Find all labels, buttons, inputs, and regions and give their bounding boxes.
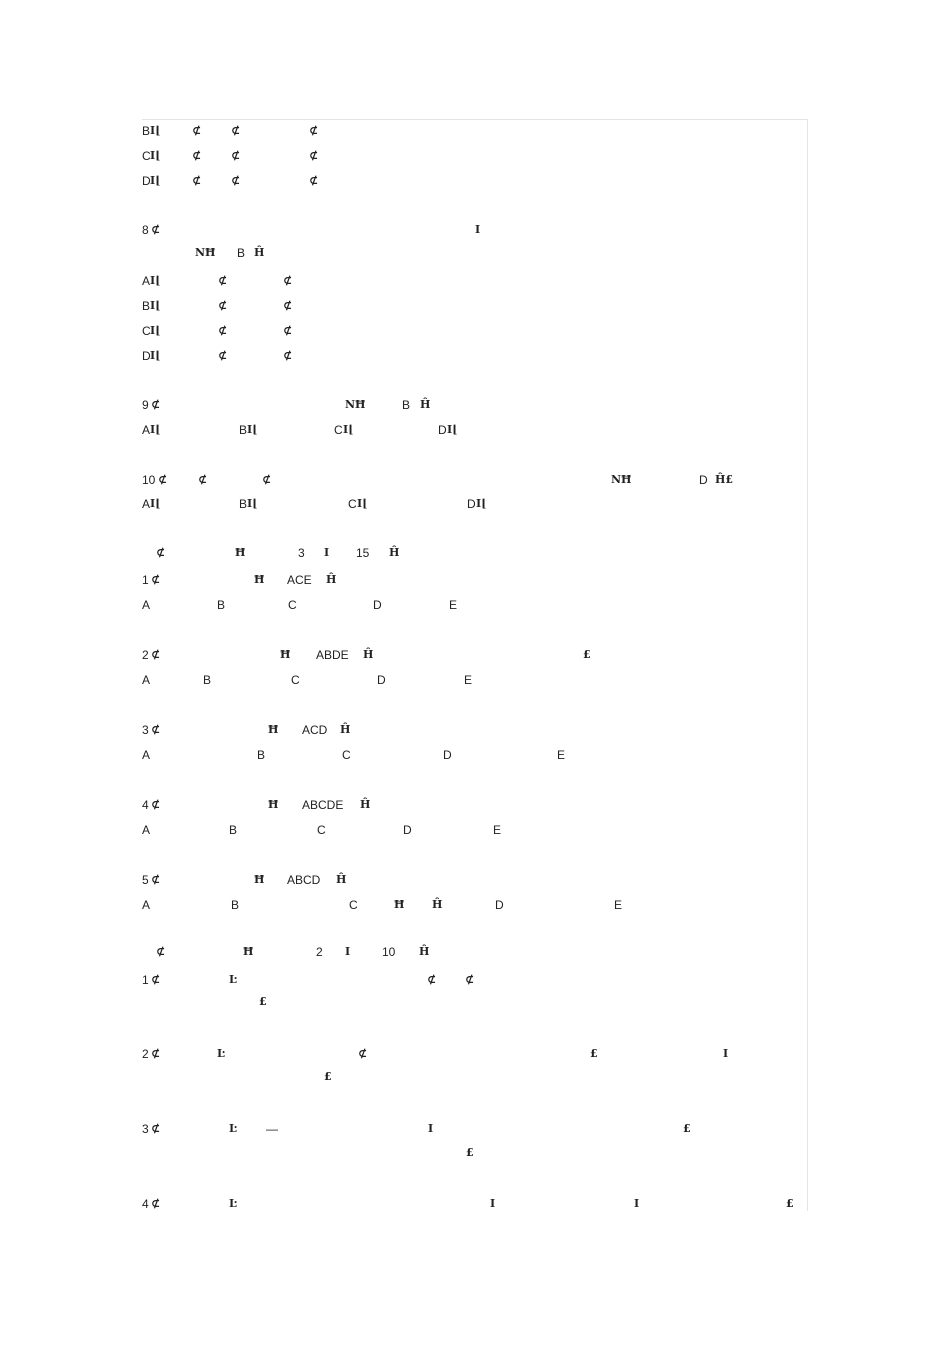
glyph: Ĥ [326, 573, 337, 586]
glyph: ⊄ [151, 223, 161, 236]
glyph: NĦ [345, 398, 366, 411]
text-run: D [377, 673, 386, 687]
glyph: Ⅰ [345, 945, 351, 958]
text-run: B [203, 673, 212, 687]
text-line [142, 821, 807, 839]
glyph: ⊄ [309, 174, 319, 187]
glyph: Ĥ [420, 398, 431, 411]
glyph: ⊄ [151, 1122, 161, 1135]
text-run: B [231, 898, 240, 912]
text-line [142, 297, 807, 315]
glyph: Ⅰ [723, 1047, 729, 1060]
glyph: Ⅰ⌊ [447, 423, 458, 436]
text-line [142, 871, 807, 889]
glyph: ⊄ [156, 945, 166, 958]
glyph: ⊄ [309, 124, 319, 137]
text-run: 2 [142, 1047, 149, 1061]
text-run: B [142, 299, 151, 313]
text-run: 15 [356, 546, 370, 560]
text-run: C [142, 149, 151, 163]
text-line [142, 671, 807, 689]
glyph: ⊄ [358, 1047, 368, 1060]
glyph: Ⅰ⌊ [150, 497, 161, 510]
glyph: Ĥ [360, 798, 371, 811]
text-run: E [449, 598, 458, 612]
glyph: ⊄ [192, 174, 202, 187]
text-run: B [237, 246, 246, 260]
text-run: 8 [142, 223, 149, 237]
text-line [142, 596, 807, 614]
text-line [142, 396, 807, 414]
glyph: ⊄ [231, 149, 241, 162]
text-run: ABCDE [302, 798, 344, 812]
text-run: C [288, 598, 297, 612]
text-run: — [266, 1122, 278, 1136]
glyph: ⊄ [283, 274, 293, 287]
text-line [142, 1120, 807, 1138]
glyph: ⊄ [192, 149, 202, 162]
text-run: D [495, 898, 504, 912]
text-run: B [402, 398, 411, 412]
text-run: 4 [142, 1197, 149, 1211]
text-line [142, 122, 807, 140]
text-run: D [699, 473, 708, 487]
text-run: C [342, 748, 351, 762]
glyph: £ [324, 1070, 332, 1083]
glyph: Ⅰ⌊ [150, 174, 161, 187]
glyph: Ⅰ⌊ [357, 497, 368, 510]
glyph: Ⅰ⌊ [247, 423, 258, 436]
text-run: 4 [142, 798, 149, 812]
glyph: Ĥ [432, 898, 443, 911]
text-run: ACE [287, 573, 312, 587]
glyph: ⊄ [151, 1047, 161, 1060]
glyph: Ĥ [363, 648, 374, 661]
text-run: 3 [142, 1122, 149, 1136]
text-line [142, 272, 807, 290]
text-line [142, 471, 807, 489]
glyph: ⊄ [156, 546, 166, 559]
glyph: ⊄ [218, 324, 228, 337]
text-run: 2 [316, 945, 323, 959]
glyph: Ⅰ [490, 1197, 496, 1210]
text-run: D [142, 174, 151, 188]
glyph: ⊄ [151, 573, 161, 586]
text-run: A [142, 748, 151, 762]
text-run: 1 [142, 573, 149, 587]
glyph: Ŀ [229, 973, 237, 986]
text-run: C [317, 823, 326, 837]
text-line [142, 571, 807, 589]
text-line [142, 1045, 807, 1063]
glyph: ⊄ [283, 349, 293, 362]
glyph: Ħ [280, 648, 291, 661]
text-line [142, 322, 807, 340]
glyph: ⊄ [283, 299, 293, 312]
glyph: ⊄ [218, 349, 228, 362]
glyph: Ⅰ [634, 1197, 640, 1210]
text-run: D [467, 497, 476, 511]
text-run: A [142, 423, 151, 437]
glyph: ⊄ [151, 973, 161, 986]
text-line [142, 172, 807, 190]
glyph: ⊄ [151, 723, 161, 736]
glyph: ⊄ [262, 473, 272, 486]
glyph: Ĥ [340, 723, 351, 736]
text-run: B [217, 598, 226, 612]
text-line [142, 1144, 807, 1162]
text-run: D [443, 748, 452, 762]
glyph: Ħ [235, 546, 246, 559]
text-run: E [557, 748, 566, 762]
glyph: £ [590, 1047, 598, 1060]
glyph: Ⅰ⌊ [343, 423, 354, 436]
glyph: Ⅰ⌊ [150, 274, 161, 287]
glyph: Ħ [268, 798, 279, 811]
text-run: A [142, 274, 151, 288]
glyph: ⊄ [218, 299, 228, 312]
glyph: Ⅰ⌊ [150, 324, 161, 337]
text-run: 3 [142, 723, 149, 737]
text-line [142, 646, 807, 664]
text-run: A [142, 823, 151, 837]
text-run: A [142, 673, 151, 687]
glyph: Ⅰ⌊ [150, 423, 161, 436]
text-line [142, 896, 807, 914]
glyph: Ŀ [229, 1122, 237, 1135]
glyph: Ĥ [336, 873, 347, 886]
text-run: C [348, 497, 357, 511]
glyph: Ħ [254, 873, 265, 886]
glyph: Ⅰ⌊ [150, 299, 161, 312]
glyph: ⊄ [151, 1197, 161, 1210]
text-line [142, 495, 807, 513]
glyph: Ĥ£ [715, 473, 734, 486]
text-run: A [142, 898, 151, 912]
text-line [142, 721, 807, 739]
glyph: ⊄ [283, 324, 293, 337]
text-run: 5 [142, 873, 149, 887]
text-run: 3 [298, 546, 305, 560]
glyph: ⊄ [158, 473, 168, 486]
glyph: ⊄ [218, 274, 228, 287]
text-run: B [142, 124, 151, 138]
glyph: Ⅰ⌊ [247, 497, 258, 510]
glyph: Ĥ [389, 546, 400, 559]
text-line [142, 347, 807, 365]
text-run: B [229, 823, 238, 837]
text-run: B [239, 423, 248, 437]
text-run: D [142, 349, 151, 363]
glyph: ⊄ [231, 174, 241, 187]
text-run: 10 [142, 473, 156, 487]
text-run: ABCD [287, 873, 321, 887]
text-line [142, 421, 807, 439]
text-run: B [257, 748, 266, 762]
glyph: Ⅰ [324, 546, 330, 559]
text-line [142, 746, 807, 764]
text-run: A [142, 598, 151, 612]
text-line [142, 147, 807, 165]
text-run: ABDE [316, 648, 349, 662]
glyph: Ⅰ⌊ [150, 149, 161, 162]
text-line [142, 221, 807, 239]
glyph: ⊄ [151, 398, 161, 411]
text-run: D [403, 823, 412, 837]
glyph: ⊄ [465, 973, 475, 986]
text-run: D [373, 598, 382, 612]
glyph: Ĥ [254, 246, 265, 259]
text-run: E [614, 898, 623, 912]
text-run: E [493, 823, 502, 837]
glyph: Ⅰ⌊ [150, 124, 161, 137]
text-run: E [464, 673, 473, 687]
glyph: ⊄ [151, 798, 161, 811]
text-run: C [142, 324, 151, 338]
text-run: 9 [142, 398, 149, 412]
text-run: ACD [302, 723, 328, 737]
glyph: Ⅰ⌊ [476, 497, 487, 510]
glyph: Ħ [394, 898, 405, 911]
text-line [142, 993, 807, 1011]
glyph: ⊄ [427, 973, 437, 986]
glyph: £ [259, 995, 267, 1008]
glyph: Ⅰ⌊ [150, 349, 161, 362]
text-run: 2 [142, 648, 149, 662]
text-run: 10 [382, 945, 396, 959]
glyph: £ [786, 1197, 794, 1210]
text-run: C [291, 673, 300, 687]
text-line [142, 1068, 807, 1086]
glyph: Ħ [254, 573, 265, 586]
glyph: ⊄ [192, 124, 202, 137]
glyph: Ħ [268, 723, 279, 736]
glyph: ⊄ [231, 124, 241, 137]
glyph: £ [466, 1146, 474, 1159]
glyph: NĦ [195, 246, 216, 259]
glyph: ⊄ [309, 149, 319, 162]
glyph: ⊄ [151, 873, 161, 886]
document-page [142, 119, 808, 1211]
glyph: Ⅰ [475, 223, 481, 236]
text-line [142, 796, 807, 814]
glyph: Ŀ [217, 1047, 225, 1060]
text-run: 1 [142, 973, 149, 987]
glyph: ⊄ [198, 473, 208, 486]
glyph: £ [583, 648, 591, 661]
glyph: £ [683, 1122, 691, 1135]
text-run: C [334, 423, 343, 437]
glyph: Ⅰ [428, 1122, 434, 1135]
text-run: A [142, 497, 151, 511]
text-run: D [438, 423, 447, 437]
text-run: B [239, 497, 248, 511]
glyph: Ħ [243, 945, 254, 958]
text-line [142, 244, 807, 262]
text-run: C [349, 898, 358, 912]
text-line [142, 1195, 807, 1213]
glyph: ⊄ [151, 648, 161, 661]
glyph: Ĥ [419, 945, 430, 958]
text-line [142, 943, 807, 961]
text-line [142, 544, 807, 562]
glyph: Ŀ [229, 1197, 237, 1210]
text-line [142, 971, 807, 989]
glyph: NĦ [611, 473, 632, 486]
